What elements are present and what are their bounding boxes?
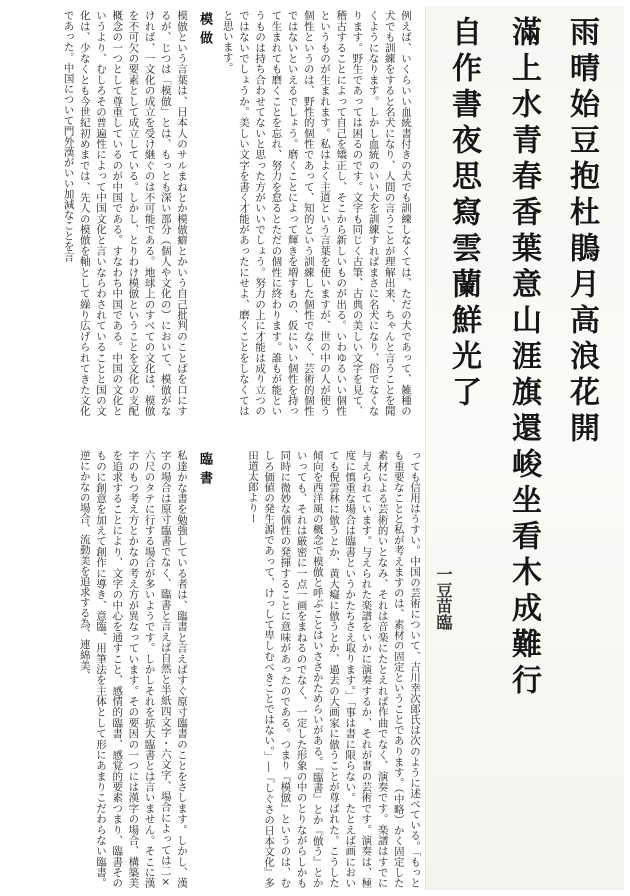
calligraphy-column-2: 滿上水青春香葉意山涯旗還峻坐看木成難行 [506,16,541,700]
calligraphy-column-1: 雨晴始豆抱杜鵑月高浪花開 [564,16,599,448]
rinsho-paragraph: 私達かな書を勉強している者は、臨書と言えばすぐ原寸臨書のことをさします。しかし、漢字の場合は原寸臨書でなく、臨書と言えば自然と半紙四文字・六文字、場合によっては二×六尺のタテに行する場合が多いようです。しかしそれを拡大臨書とは言いません。そこに漢字のもつ考え方とかなの考え方が異なっています。その要因の一つには漢字の場合、構築美を追求することにより、文字の中心を通すこと、感情的臨書、感覚的要素つまり、臨書そのものに創意を加えて創作に導き、意臨、用筆法を主体として形にあまりこだわらない臨書。逆にかなの場合、流動美を追求する為、連綿美、 [78,450,188,888]
quote-paragraph: っても信用はうすい。中国の芸術について、吉川幸次郎氏は次のように述べている。「もっとも重要なことと私が考えますのは、素材の固定ということであります。（中略）かく固定した素材による芸術的いとなみ、それは音楽にたとえれば作曲でなく、演奏です。楽譜はすでに与えられています。与えられた楽譜をいかに演奏するか、それが書の芸術です。演奏は、極度に慎重な場合は臨書というかたちさえ取ります。」「事は書に限らない。たとえば画においても倪雲林に倣うとか、黄大癡に倣うとか、過去の大画家に倣うことが尊ばれた。こうした傾向を西洋風の概念で模倣と呼ぶことはいささかためらいがある。『臨書』とか『倣う』とかいっても、それは厳密に一点一画をまねるのでなく、一定した形象の中のとりながらしかも同時に微妙な個性の発揮することに意味があったのである。つまり『模倣』というのは、むしろ価値の発生源であって、けっして卑しむべきことではない。」―『しぐさの日本文化』多田道太郎よりー [246,450,421,888]
calligraphy-panel [425,6,624,890]
section-heading-mohou: 模做 [197,12,212,50]
section-heading-rinsho: 臨書 [197,452,212,490]
intro-paragraph: 例えば、いくらいい血統書付きの犬でも訓練しなくては、ただの犬であって、雑種の犬でも訓練をすると名犬になり、人間の言うことが理解出来、ちゃんと言うことを聞くようになります。しかし血統のいい犬を訓練すればまさに名犬になり、俗でなくなります。野生であっては困るのです。文字も同じく古筆、古典の美しい文字を見て、稽古することによって自己を矯正し、そこから新しいものが出る。いわゆるいい個性というものが生まれます。私はよく主道という言葉を使いますが、世の中の人が使う個性というのは、野性的個性であって、知的という訓練した個性でなく、芸術的個性ではないといえるでしょう。磨くことによって輝きを増すもの、仮にいい個性を持って生まれても磨くことを忘れ、努力を怠るとただの個性に終わります。誰もが能というものは持ち合わせてないと思った方がいいでしょう。努力の上に才能は成り立つのではないでしょうか。美しい文字を書く才能があったにせよ、磨くことをしなくてはと思います。 [221,10,412,416]
calligraphy-column-3: 自作書夜思寫雲蘭鮮光了 [446,16,481,412]
imitation-paragraph: 模倣という言葉は、日本人のサルまねとか模倣癖とかいう自己批判のことばを口にするが、じつは「模倣」とは、もっとも深い部分（個人や文化の）において、模倣がなければ、一文化の成立を受け継ぐのは不可能である。地球上のすべての文化は、模倣を不可欠の要素として成立している。しかし、とりわけ模倣ということを文化の支配概念の一つとして尊重しているのが中国である。すなわち中国である。中国の文化というより、むしろその普遍性によって中国文化と言いならわされていることと国の文化は、少なくとも今世紀初めまでは、先人の模倣を軸として繰り広げられてきた文化であった。中国について門外漢がいい加減なことを言 [62,10,188,416]
calligraphy-signature: 一豆苗臨 [434,566,453,630]
